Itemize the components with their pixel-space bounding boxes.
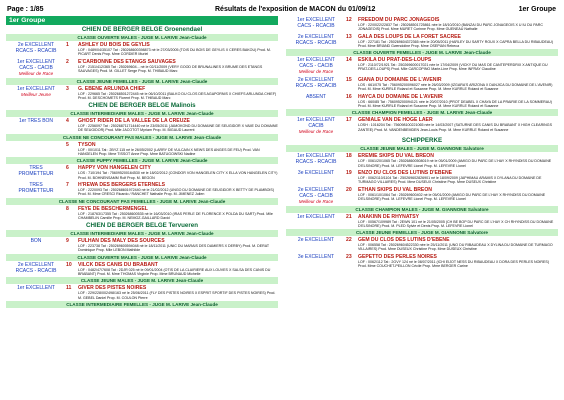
dog-details: LOF : 006558 Tat : 250269604522330 née le 25/11/2011 (UNO DU RIBAUDEAU X DYLINA DU DOMAINE DE TURMAGO VILLAIRES) Prod. Mme DUSEUX Christine Prop. Mme DUSEUX Christine — [358, 243, 553, 252]
dog-body — [346, 17, 558, 32]
dog-details: LOF : 2110/72/1921 Tat : 250269600017021 née le 17/04/2009 (VICKY DU MAS DE CANTEPERDRIX X ANTIQUE DU PRAT-DES-LOUPS) Prod. Mlle CARCOPINO Marie-Line Prop. Mme INFRAY Claudine — [358, 63, 548, 72]
result-line: 1er EXCELLENT — [17, 85, 55, 92]
result-line: CACIB — [308, 123, 324, 130]
dog-details: LOF : 2220093 Tat : 250268601972440 né le 21/02/2012 (UNGO DU DOMAINE DE SEUGIDOR X BETTY DE PLAMBOIS) Prod. M. Mme CRESCI Ricardo / RANCHET Nathalie Prop. M. JIMENEZ Julien — [78, 187, 275, 197]
dog-details: LOF : 0061/20/1065 Tat : 250268600508019 né le 05/01/2009 (AMIGO DU PARC DE L'HAY X RHYNDISS DU DOMAINE D'ELSINORE) Prod. M. LEFEVRE Lionel Prop. M. LEFEVRE Lionel — [358, 159, 552, 168]
result-line: 2e EXCELLENT — [297, 237, 335, 244]
result-line: RCACS - RCACIB — [295, 39, 337, 46]
dog-body — [346, 94, 558, 109]
result-line: 2e EXCELLENT — [297, 77, 335, 84]
result-line: BON — [30, 238, 42, 245]
catalog-number: 18 — [346, 153, 352, 160]
class-heading: CLASSE PUPPY FEMELLES - JUGE M. LARIVE Jean-Claude — [6, 157, 278, 164]
result-cell — [286, 77, 346, 92]
result-cell — [6, 182, 66, 197]
dog-details: LOF : 2151/412/365 Tat : 250269604... né le 02/11/2009 (VERY GOOD DE BRUNALINES X BRUME DES ETANGS SAUVAGES) Prod. M. GILLET Serge Prop. M. THIBAUD Marc — [78, 64, 263, 73]
dog-body — [346, 254, 558, 269]
class-heading: CLASSE JEUNE MALES - JUGE M. GIANNONE Salvatore — [286, 145, 558, 152]
result-line: 1er EXCELLENT — [17, 58, 55, 65]
dog-body — [66, 142, 278, 157]
dog-entry — [6, 58, 278, 78]
class-heading: CLASSE JEUNE FEMELLES - JUGE M. LARIVE Jean-Claude — [6, 78, 278, 85]
dog-name: TYSON — [78, 141, 96, 148]
dog-name: GHOST RIDER DE LA VALLEE DE LA CREUZE — [78, 118, 190, 125]
dog-body — [66, 238, 278, 253]
dog-details: LOS : 660/85 Tat : 756095200094121 née le 20/07/2010 (PROT DEABEL X CHAYA DE LA PRAIRIE DE LA SOMMERAU) Prod. M. Mme KURRLE Roland et Susanne Prop. M. Mme KURRLE Roland et Susanne — [358, 99, 552, 109]
dog-details: LOS : 710/194 Tat : 756095200164530 né le 18/02/2012 (CONDOR VON HANGELEN CITY X ELLA VON HANGELEN CITY) Prod. M. BOHNENSAMM Rolf Prop. M. BEGON — [78, 171, 278, 180]
dog-body — [66, 262, 278, 277]
dog-entry — [286, 236, 558, 253]
class-heading: CLASSE NE CONCOURANT PAS FEMELLES - JUGE M. LARIVE Jean-Claude — [6, 198, 278, 205]
result-line: RCACS - RCACIB — [295, 159, 337, 166]
result-cell — [6, 285, 66, 300]
catalog-number: 21 — [346, 213, 352, 220]
group-label: 1er Groupe — [518, 6, 556, 13]
class-heading: CLASSE OUVERTE MALES - JUGE M. LARIVE Jean-Claude — [6, 34, 278, 41]
dog-details: LOF : 0062/110/1104 Tat : 250269602826901 né le 18/09/2009 (JAPHIMAU ARAMIS X DYLANA DU DOMAINE DE TURMAGO VILLAIRES) Prod. Mme DUSEUX Christine Prop. Mme DUSEUX Christine — [358, 175, 542, 185]
dog-details: LOF : 223738 Tat : 250269600594048 né le 18/11/2011 (UNIC DU MARAIS DES DAMIERS X DERBY) Prod. M. DERAT Dominique Prop. Mlle LEBON Mathilde — [78, 244, 270, 253]
dog-name: GEPETTO DES PERLES NOIRES — [358, 253, 437, 260]
dog-body — [66, 86, 278, 101]
catalog-number: 19 — [346, 169, 352, 176]
dog-details: LOF : 218763/17355 Tat : 250268600535 né le 16/03/2010 (IRAS PERLE DE FLORENCE X POLDA DU SART) Prod. Mlle CHAMBELIN Camille Prop. M. NEMOZ-GAILLARD David — [78, 211, 273, 220]
dog-name: ETHAN SKIPS DU VAL BREON — [358, 186, 432, 193]
result-cell — [286, 94, 346, 109]
dog-name: G. EBENE ARLUNDA CHIEF — [78, 85, 146, 92]
dog-body — [66, 182, 278, 197]
group-banner: 1er Groupe — [6, 16, 278, 25]
catalog-number: 8 — [66, 205, 69, 212]
dog-name: VILCK DES CANIS DU BRABANT — [78, 261, 158, 268]
dog-body — [346, 153, 558, 168]
result-cell — [6, 206, 66, 221]
result-line: PROMETTEUR — [18, 171, 54, 178]
dog-body — [346, 187, 558, 205]
dog-entry — [286, 152, 558, 169]
dog-entry — [286, 56, 558, 76]
dog-details: LOF : 00/1011 Tat : 2BYZ 115 né le 26/05/2002 (LARRY DE VULCAIN X NEWS DES ANGES DE FEU) Prod. VAN HANGELEN Prop. Mme TISSOT Anne Prop. Mme BATUGOWSKI Nadine — [78, 147, 260, 157]
dog-entry — [6, 284, 278, 301]
dog-name: FEYE DE BESCHERMENGEL — [78, 205, 148, 212]
page-title: Résultats de l'exposition de MACON du 01/09/12 — [215, 6, 376, 13]
class-heading: CLASSE OUVERTE FEMELLES - JUGE M. LARIVE Jean-Claude — [286, 49, 558, 56]
dog-name: ESKILA DU PRAT-DES-LOUPS — [358, 57, 432, 64]
dog-details: LOF : 0061/10/1064 Tat : 250269600402 né le 05/01/2009 (AMIGO DU PARC DE L'HAY X RHYNDISS DU DOMAINE D'ELSINORE) Prod. M. LEFEVRE Lionel Prop. M. LEFEVRE Lionel — [358, 192, 546, 201]
dog-entry — [286, 186, 558, 206]
catalog-number: 2 — [66, 58, 69, 65]
catalog-number: 15 — [346, 77, 352, 84]
dog-body — [346, 117, 558, 135]
dog-name: HAPPY VON HANGELEN CITY — [78, 165, 151, 172]
catalog-number: 1 — [66, 42, 69, 48]
breed-heading: CHIEN DE BERGER BELGE Groenendael — [81, 26, 203, 33]
catalog-number: 17 — [346, 117, 352, 124]
catalog-number: 6 — [66, 165, 69, 172]
result-line: RCACS - RCACIB — [15, 48, 57, 54]
result-line: 3e EXCELLENT — [297, 169, 335, 176]
dog-details: LOF : 0482/47/7608 Tat : 2DJR 025 né le 09/01/2004 (OTIS DE LA CLAIRIERE AUX LOUVES X SALSA DES CANIS DU BRABANT) Prod. M. Mme THOMAS Virginie Prop. Mme BRUNAUD Michelle — [78, 267, 271, 277]
dog-name: GEM DU CLOS DES LUTINS D'EBENE — [358, 237, 450, 244]
result-line: 1er EXCELLENT — [297, 117, 335, 124]
result-line: RCACS - RCACIB — [15, 267, 57, 274]
dog-name: GENIALE VAN DE HOGE LAER — [358, 117, 433, 124]
result-cell — [286, 187, 346, 205]
dog-details: LOSH : 1016204 Tat : 756098100221065 née le 14/03/2007 (SATURNE DES CANIS DU BRABANT X HIGH CLEARINGS ZANTEE) Prod. M. VANDENBEMDEN Jean-Louis Prop. M. Mme KURRLE Roland et Susanne — [358, 123, 552, 132]
dog-entry — [286, 213, 558, 230]
result-cell — [286, 34, 346, 49]
dog-name: GALA DES LOUPS DE LA FORET SACREE — [358, 33, 461, 40]
dog-details: LOF : 22/0022/22837 Tat : 250268501725861 née le 18/10/2010 (BANZAI DU PARC JONAGEOIS X U IU DU PARC JONAGEOIS) Prod. Mme MURET Corinne Prop. Mme GUENEAU Nathalie — [358, 23, 543, 32]
result-line: 2e EXCELLENT — [17, 42, 55, 48]
catalog-number: 5 — [66, 141, 69, 148]
result-line: RCACS - RCACIB — [295, 83, 337, 90]
catalog-number: 11 — [66, 285, 72, 292]
result-cell — [286, 254, 346, 269]
result-line: CACS - CACIB — [299, 63, 333, 70]
catalog-number: 23 — [346, 253, 352, 260]
dog-body — [346, 170, 558, 185]
dog-name: FULHAN DES MALY DES SOURCES — [78, 238, 165, 245]
dog-details: LOF : 229665 Tat : 250268501272445 né le 06/10/2011 (BALKO DU CLOS DES AGAPORNIS X CHIEFS ARLUNDA CHIEF) Prod. M. DESCHOMETS Florent Prop. M. THIBAUD Marc — [78, 91, 277, 100]
dog-body — [66, 165, 278, 180]
dog-entry — [286, 33, 558, 50]
result-line: 1er TRES BON — [18, 118, 54, 125]
award-label: Meilleur de Race — [18, 70, 54, 76]
result-line: 1er EXCELLENT — [297, 57, 335, 64]
dog-entry — [6, 85, 278, 102]
class-heading: CLASSE OUVERTE MALES - JUGE M. LARIVE Jean-Claude — [6, 254, 278, 261]
page-number: Page : 1/85 — [7, 6, 44, 13]
dog-entry — [6, 181, 278, 198]
result-line: CACS - CACIB — [19, 64, 53, 71]
dog-body — [66, 42, 278, 57]
breed-heading: SCHIPPERKE — [401, 137, 443, 145]
dog-body — [346, 77, 558, 92]
result-line: CACS - RCACIB — [297, 23, 335, 29]
catalog-number: 4 — [66, 118, 69, 125]
dog-entry — [286, 169, 558, 186]
left-column — [6, 16, 278, 308]
class-heading: CLASSE INTERMEDIAIRE MALES - JUGE M. LARIVE Jean-Claude — [6, 230, 278, 237]
dog-name: HAYCA DU DOMAINE DE L'AVENIR — [358, 93, 443, 100]
right-column — [286, 16, 558, 269]
dog-body — [66, 59, 278, 77]
catalog-number: 20 — [346, 186, 352, 193]
dog-name: E'CARBONNE DES ETANGS SAUVAGES — [78, 58, 176, 65]
dog-entry — [286, 116, 558, 136]
result-cell — [6, 262, 66, 277]
result-line: ABSENT — [305, 93, 326, 100]
result-line: 1er EXCELLENT — [17, 285, 55, 292]
award-label: Meilleur Jeune — [21, 91, 51, 97]
breed-heading: CHIEN DE BERGER BELGE Malinois — [88, 102, 196, 110]
result-line: PROMETTEUR — [18, 187, 54, 194]
result-cell — [6, 59, 66, 77]
dog-details: LOF : 0062/112 Tat : 2GVY 124 né le 08/07/2011 (ICHI EIJOT NESS DU RIBAUDEAU X DORA DES PERLES NOIRES) Prod. Mme COUCHET-PEILLON Cécile Prop. Mme BERGER Carine — [358, 259, 550, 269]
dog-body — [346, 214, 558, 229]
catalog-number: 9 — [66, 238, 69, 245]
catalog-number: 7 — [66, 181, 69, 188]
result-cell — [6, 118, 66, 133]
dog-body — [346, 237, 558, 252]
dog-name: EREMIE SKIPS DU VAL BREON — [358, 153, 434, 160]
result-cell — [286, 117, 346, 135]
class-heading: CLASSE JEUNE MALES - JUGE M. LARIVE Jean-Claude — [6, 277, 278, 284]
dog-name: GIANA DU DOMAINE DE L'AVENIR — [358, 77, 442, 84]
dog-details: LOF : 229/228/002498/163 né le 25/06/2011 (FLY DES PISTES NOIRES X ESPRIT SPORTIF DES PISTES NOIRES) Prod. M. GEBEL Daniel Prop. M. COULON Pierre — [78, 291, 276, 300]
dog-body — [66, 285, 278, 300]
result-line: TRES — [29, 165, 43, 172]
result-cell — [6, 238, 66, 253]
class-heading: CLASSE CHAMPION MALES - JUGE M. GIANNONE Salvatore — [286, 206, 558, 213]
dog-name: H'REWA DES BERGERS ETERNELS — [78, 181, 166, 188]
dog-details: LOS : 661/075 Tat : 756095200096027 née le 26/03/2009 (IZGARA'S ARIZONA X DANJICA DU DOMAINE DE L'AVENIR) Prod. M. Mme KURRLE Roland et Susanne Prop. M. Mme KURRLE Roland et Susanne — [358, 83, 553, 92]
dog-name: ANAKINN DE RHYNATSY — [358, 213, 420, 220]
dog-body — [346, 57, 558, 75]
dog-name: GIVER DES PISTES NOIRES — [78, 285, 147, 292]
class-heading: CLASSE CHAMPION FEMELLES - JUGE M. LARIVE Jean-Claude — [286, 109, 558, 116]
result-cell — [286, 57, 346, 75]
dog-entry — [6, 117, 278, 134]
catalog-number: 14 — [346, 57, 352, 64]
class-heading: CLASSE INTERMEDIAIRE MALES - JUGE M. LARIVE Jean-Claude — [6, 110, 278, 117]
dog-body — [346, 34, 558, 49]
dog-name: ASHLEY DU BOIS DE GEYLIS — [78, 42, 150, 48]
dog-body — [66, 118, 278, 133]
catalog-number: 12 — [346, 17, 352, 23]
result-line: 2e EXCELLENT — [297, 33, 335, 40]
dog-details: LOF : 00567/109989 Tat : 2EWN 101 né le 21/05/2005 (CH BE BOP DU PARC DE L'HAY X CH RHYNDISS DU DOMAINE D'ELSINORE) Prod. M. PLED Sylvie et Denis Prop. M. LEFEVRE Lionel — [358, 219, 554, 228]
result-cell — [286, 170, 346, 185]
result-line: TRES — [29, 181, 43, 188]
class-heading: CLASSE INTERMEDIAIRE FEMELLES - JUGE M. LARIVE Jean-Claude — [6, 301, 278, 308]
result-line: 1er EXCELLENT — [297, 213, 335, 220]
dog-details: LOF : 227181 Tat : 250269604372365 née le 20/05/2011 (HARLEY DU SARTY ROUX X CAPRA BELLA DU RIBAUDEAU) Prod. Mme BRIAND Gwendoline Prop. Mme OSEPIAN Rebeca — [358, 39, 554, 48]
dog-entry — [6, 237, 278, 254]
dog-entry — [286, 253, 558, 270]
dog-entry — [6, 141, 278, 158]
dog-body — [66, 206, 278, 221]
result-line: 1er EXCELLENT — [297, 153, 335, 160]
breed-heading: CHIEN DE BERGER BELGE Tervueren — [86, 222, 198, 230]
dog-entry — [6, 205, 278, 222]
catalog-number: 13 — [346, 33, 352, 40]
result-cell — [6, 42, 66, 57]
result-cell — [286, 237, 346, 252]
catalog-number: 3 — [66, 85, 69, 92]
catalog-number: 16 — [346, 93, 352, 100]
result-line: 1er EXCELLENT — [297, 17, 335, 23]
dog-entry — [6, 164, 278, 181]
award-label: Meilleur de Race — [298, 69, 334, 75]
award-label: Meilleur de Race — [298, 198, 334, 204]
dog-entry — [6, 261, 278, 278]
result-cell — [6, 142, 66, 157]
result-line: CACS - CACIB — [299, 192, 333, 199]
dog-details: LOF : 0489/04/35107 Tat : 250268600398873 né le 27/03/2005 (TOIS DU BOIS DE GEYLIS X CERES BAKOU) Prod. M. PICART Denis Prop. Mme CORDIER Muriel — [78, 48, 271, 57]
dog-entry — [286, 93, 558, 110]
dog-name: ENZO DU CLOS DES LUTINS D'EBENE — [358, 169, 453, 176]
dog-details: LOF : 2256097 Tat : 250268711714440 né le 23/05/2011 (JAMOKOND DU DOMAINE DE SEUGIDOR X VAIIE DU DOMAINE DE SEUGIDOR) Prod. Mlle JACOTOT Myriam Prop. M. BIGAUD Laurent — [78, 124, 278, 133]
result-line: 2e EXCELLENT — [17, 261, 55, 268]
result-line: 2e EXCELLENT — [297, 186, 335, 193]
catalog-number: 22 — [346, 237, 352, 244]
result-cell — [6, 86, 66, 101]
result-cell — [286, 17, 346, 32]
class-heading: CLASSE JEUNE FEMELLES - JUGE M. GIANNONE Salvatore — [286, 229, 558, 236]
result-cell — [6, 165, 66, 180]
catalog-number: 10 — [66, 261, 72, 268]
dog-entry — [6, 41, 278, 58]
result-cell — [286, 214, 346, 229]
class-heading: CLASSE NE CONCOURANT PAS MALES - JUGE M. LARIVE Jean-Claude — [6, 134, 278, 141]
dog-name: FREEDOM DU PARC JONAGEOIS — [358, 17, 440, 23]
award-label: Meilleur de Race — [298, 129, 334, 135]
dog-entry — [286, 76, 558, 93]
dog-entry — [286, 16, 558, 33]
result-line: 3e EXCELLENT — [297, 253, 335, 260]
result-cell — [286, 153, 346, 168]
